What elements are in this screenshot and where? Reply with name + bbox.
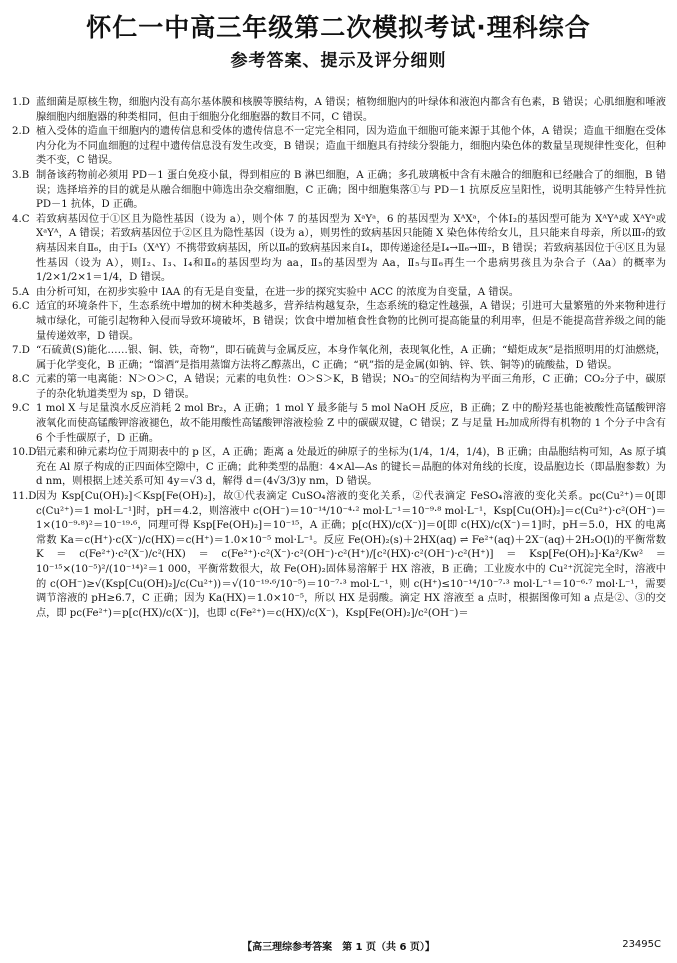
answer-item	[8, 402, 670, 446]
answer-text: 植入受体的造血干细胞内的遗传信息和受体的遗传信息不一定完全相同，因为造血干细胞可能来源于其他个体，A 错误；造血干细胞在受体内分化为不同血细胞的过程中遗传信息没有发生改变，B 错误；造血干细胞具有持续分裂能力，细胞内染色体的数量呈现规律性变化，但种类不变，C 错误。	[36, 126, 666, 167]
page-footer: 【高三理综参考答案 第 1 页（共 6 页）】	[242, 942, 435, 953]
answer-text: 适宜的环境条件下，生态系统中增加的树木种类越多，营养结构越复杂，生态系统的稳定性越强，A 错误；引进可大量繁殖的外来物种进行城市绿化，可能引起物种入侵而导致环境破坏，B 错误；饮食中增加植食性食物的比例可提高能量的利用率，但是不能提高营养级之间的能量传递效率，D 错误。	[36, 301, 666, 342]
answer-text: 由分析可知，在初步实验中 IAA 的有无是自变量，在进一步的探究实验中 ACC 的浓度为自变量，A 错误。	[36, 286, 519, 298]
answer-item	[8, 125, 666, 169]
answer-text: 制备该药物前必须用 PD－1 蛋白免疫小鼠，得到相应的 B 淋巴细胞，A 正确；多孔玻璃板中含有未融合的细胞和已经融合了的细胞，B 错误；选择培养的目的就是从融合细胞中筛选出杂交瘤细胞，C 正确；图中细胞集落①与 PD－1 抗原反应呈阳性，说明其能够产生特异性抗 PD－1 抗体，D 正确。	[36, 169, 670, 211]
answer-number: 11.D	[12, 491, 37, 503]
answer-item	[8, 300, 666, 344]
answer-item	[8, 169, 670, 213]
answer-item	[8, 373, 666, 402]
answer-text: 元素的第一电离能：N＞O＞C，A 错误；元素的电负性：O＞S＞K，B 错误；NO₃⁻的空间结构为平面三角形，C 正确；CO₂分子中，碳原子的杂化轨道类型为 sp，D 错误。	[36, 374, 666, 400]
answer-item	[8, 213, 670, 286]
answer-number: 5.A	[12, 286, 30, 298]
answer-number: 3.B	[12, 169, 30, 181]
answer-item	[8, 286, 666, 301]
answer-number: 1.D	[12, 97, 30, 108]
answer-text: 因为 Ksp[Cu(OH)₂]＜Ksp[Fe(OH)₂]，故①代表滴定 CuSO₄溶液的变化关系，②代表滴定 FeSO₄溶液的变化关系。pc(Cu²⁺)＝0[即 c(Cu²⁺)＝1 mol·L⁻¹]时，pH＝4.2，则溶液中 c(OH⁻)＝10⁻¹⁴/10⁻⁴·² mol·L⁻¹＝10⁻⁹·⁸ mol·L⁻¹，Ksp[Cu(OH)₂]＝c(Cu²⁺)·c²(OH⁻)＝1×(10⁻⁹·⁸)²＝10⁻¹⁹·⁶，同理可得 Ksp[Fe(OH)₂]＝10⁻¹⁵，A 正确；p[c(HX)/c(X⁻)]＝0[即 c(HX)/c(X⁻)＝1]时，pH＝5.0，HX 的电离常数 Ka＝c(H⁺)·c(X⁻)/c(HX)＝c(H⁺)＝1.0×10⁻⁵ mol·L⁻¹。反应 Fe(OH)₂(s)＋2HX(aq) ⇌ Fe²⁺(aq)＋2X⁻(aq)＋2H₂O(l)的平衡常数 K＝c(Fe²⁺)·c²(X⁻)/c²(HX)＝c(Fe²⁺)·c²(X⁻)·c²(OH⁻)·c²(H⁺)/[c²(HX)·c²(OH⁻)·c²(H⁺)]＝Ksp[Fe(OH)₂]·Ka²/Kw²＝10⁻¹⁵×(10⁻⁵)²/(10⁻¹⁴)²＝1 000，平衡常数很大，故 Fe(OH)₂固体易溶解于 HX 溶液，B 正确；工业废水中的 Cu²⁺沉淀完全时，溶液中的 c(OH⁻)≥√(Ksp[Cu(OH)₂]/c(Cu²⁺))＝√(10⁻¹⁹·⁶/10⁻⁵)＝10⁻⁷·³ mol·L⁻¹，则 c(H⁺)≤10⁻¹⁴/10⁻⁷·³ mol·L⁻¹＝10⁻⁶·⁷ mol·L⁻¹，需要调节溶液的 pH≥6.7，C 正确；因为 Ka(HX)＝1.0×10⁻⁵，所以 HX 是弱酸。滴定 HX 溶液至 a 点时，根据图像可知 a 点是②、③的交点，即 pc(Fe²⁺)＝p[c(HX)/c(X⁻)]，也即 c(Fe²⁺)＝c(HX)/c(X⁻)，Ksp[Fe(OH)₂]/c²(OH⁻)＝	[36, 491, 670, 619]
answer-text: 蓝细菌是原核生物，细胞内没有高尔基体膜和核膜等膜结构，A 错误；植物细胞内的叶绿体和液泡内都含有色素，B 错误；心肌细胞和唾液腺细胞内细胞器的种类相同，但由于细胞分化细胞器的数目不同，C 错误。	[36, 97, 666, 123]
answer-text: 1 mol X 与足量溴水反应消耗 2 mol Br₂，A 正确；1 mol Y 最多能与 5 mol NaOH 反应，B 正确；Z 中的酚羟基也能被酸性高锰酸钾溶液氧化而使高锰酸钾溶液褪色，故不能用酸性高锰酸钾溶液检验 Z 中的碳碳双键，C 错误；Z 与足量 H₂加成所得有机物的 1 个分子中含有 6 个手性碳原子，D 正确。	[36, 403, 670, 444]
answer-text: “石硫黄(S)能化……银、铜、铁，奇物”，即石硫黄与金属反应，本身作氧化剂，表现氧化性，A 正确；“蜡炬成灰”是指照明用的灯油燃烧，属于化学变化，B 正确；“馏酒”是指用蒸馏方法将乙醇蒸出，C 正确；“矾”指的是金属(如钠、锌、铁、铜等)的硫酸盐，D 错误。	[36, 345, 666, 371]
answer-text: 若致病基因位于①区且为隐性基因（设为 a），则个体 7 的基因型为 XᵃYᵃ，6 的基因型为 XᴬXᵃ，个体Ⅰ₂的基因型可能为 XᴬYᴬ或 XᴬYᵃ或 XᵃYᴬ，A 错误；若致病基因位于②区且为隐性基因（设为 a），则男性的致病基因只能随 X 染色体传给女儿，且只能来自母亲，所以Ⅲ₇的致病基因来自Ⅱ₆，由于Ⅰ₃（XᴬY）不携带致病基因，所以Ⅱ₆的致病基因来自Ⅰ₄，即传递途径是Ⅰ₄→Ⅱ₆→Ⅲ₇，B 错误；若致病基因位于④区且为显性基因（设为 A），则Ⅰ₂、Ⅰ₃、Ⅰ₄和Ⅱ₆的基因型均为 aa，Ⅱ₅的基因型为 Aa，Ⅱ₅与Ⅱ₆再生一个患病男孩且为杂合子（Aa）的概率为 1/2×1/2×1＝1/4，D 错误。	[36, 213, 670, 284]
answer-number: 7.D	[12, 345, 30, 357]
answer-text: 铝元素和砷元素均位于周期表中的 p 区，A 正确；距离 a 处最近的砷原子的坐标为(1/4，1/4，1/4)，B 正确；由晶胞结构可知，As 原子填充在 Al 原子构成的正四面体空隙中，C 正确；此种类型的晶胞：4×Al—As 的键长＝晶胞的体对角线的长度，设晶胞边长（即晶胞参数）为 d nm，则根据上述关系可知 4y＝√3 d，解得 d＝(4√3/3)y nm，D 错误。	[36, 447, 670, 488]
answer-item	[8, 446, 670, 490]
document-code: 23495C	[622, 939, 661, 950]
answer-number: 2.D	[12, 126, 30, 138]
answer-number: 6.C	[12, 301, 30, 313]
page-title: 怀仁一中高三年级第二次模拟考试·理科综合	[86, 13, 591, 42]
answer-list	[8, 96, 670, 924]
answer-item	[8, 96, 666, 125]
answer-number: 9.C	[12, 403, 30, 415]
answer-number: 10.D	[12, 447, 37, 459]
answer-item	[8, 490, 670, 621]
page-subtitle: 参考答案、提示及评分细则	[230, 51, 447, 71]
answer-number: 8.C	[12, 374, 30, 386]
answer-item	[8, 344, 666, 373]
answer-number: 4.C	[12, 213, 30, 225]
